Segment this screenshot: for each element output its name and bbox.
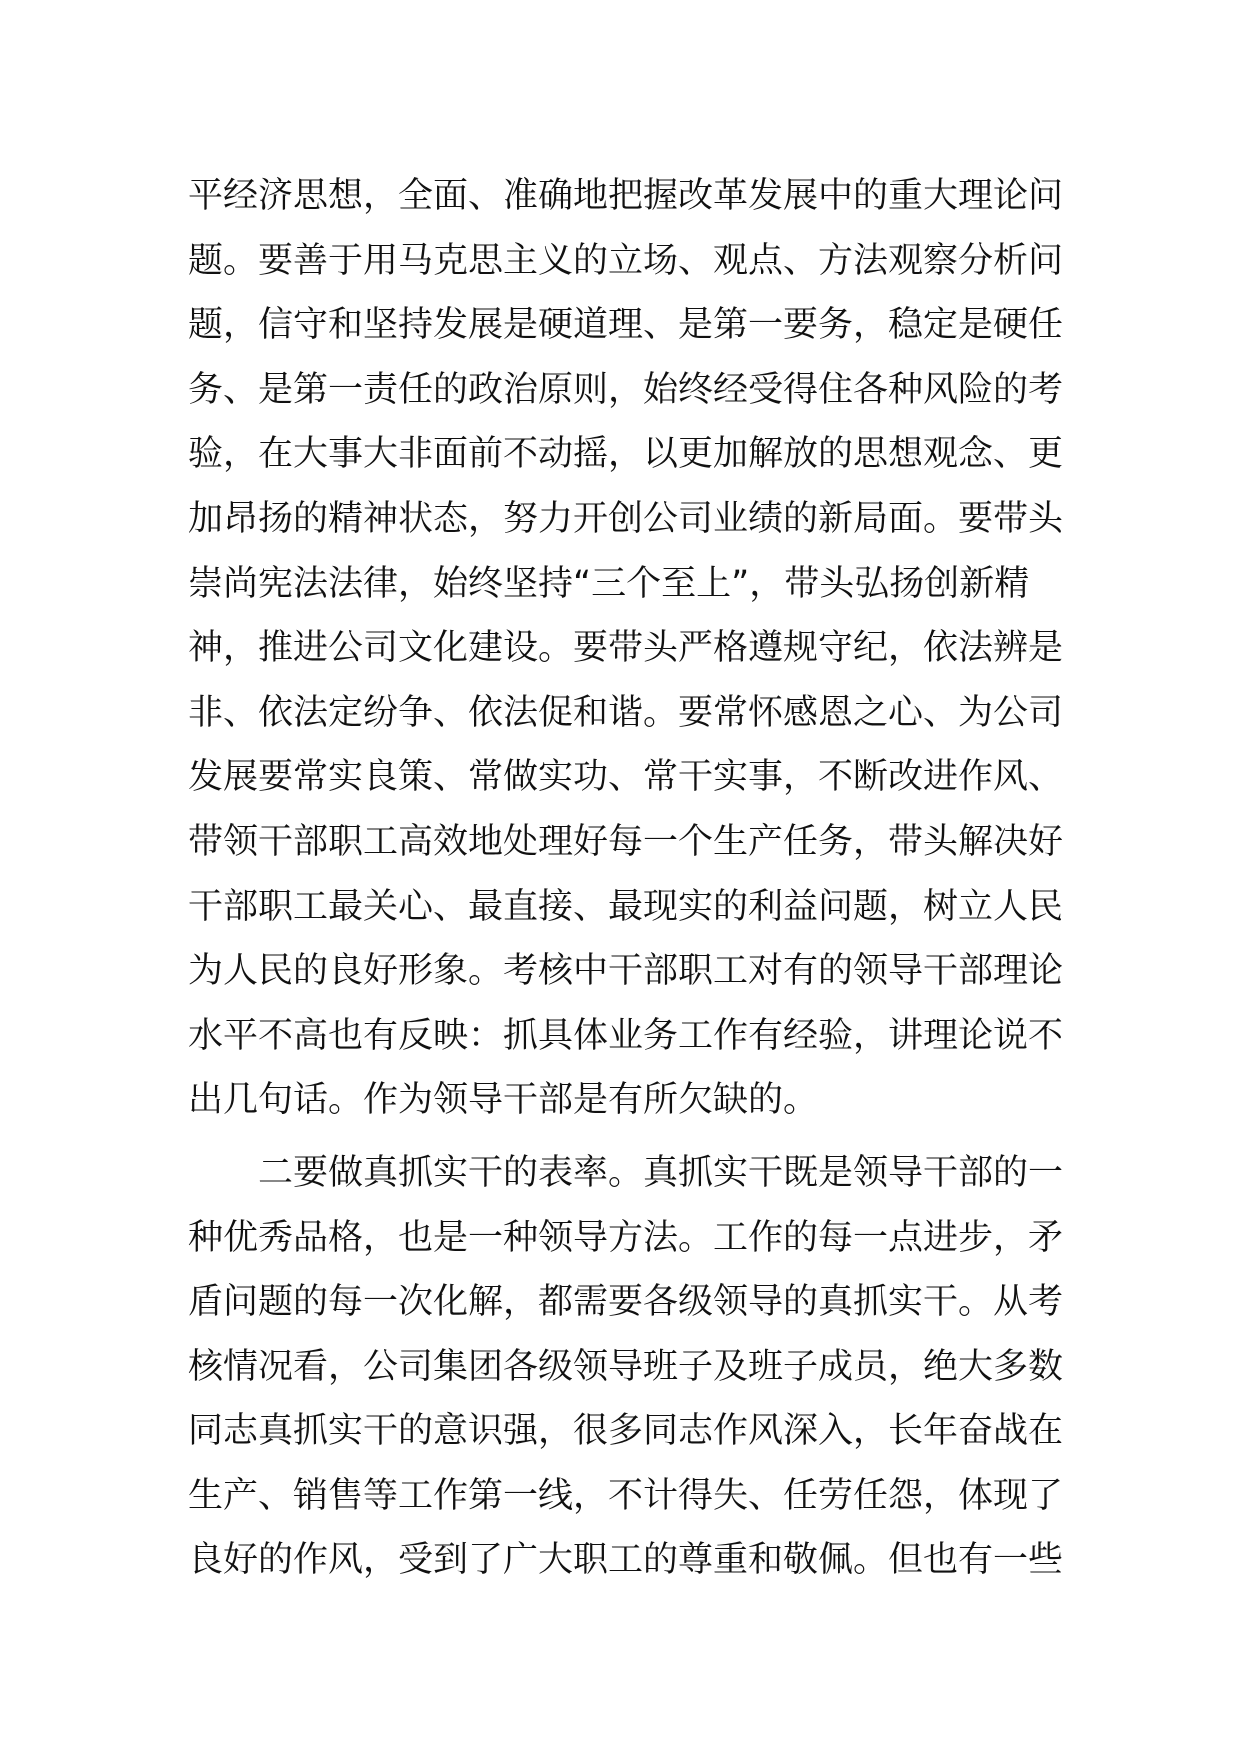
paragraph-line: 种优秀品格，也是一种领导方法。工作的每一点进步，矛	[188, 1217, 1064, 1258]
paragraph-line: 题。要善于用马克思主义的立场、观点、方法观察分析问	[188, 240, 1064, 281]
paragraph-line: 水平不高也有反映：抓具体业务工作有经验，讲理论说不	[188, 1015, 1064, 1056]
paragraph-line: 盾问题的每一次化解，都需要各级领导的真抓实干。从考	[188, 1282, 1064, 1323]
paragraph-line: 为人民的良好形象。考核中干部职工对有的领导干部理论	[188, 951, 1064, 992]
paragraph-line: 验，在大事大非面前不动摇，以更加解放的思想观念、更	[188, 434, 1064, 475]
paragraph-line: 发展要常实良策、常做实功、常干实事，不断改进作风、	[188, 757, 1064, 798]
paragraph-line: 非、依法定纷争、依法促和谐。要常怀感恩之心、为公司	[188, 692, 1064, 733]
paragraph-1	[188, 164, 1064, 1133]
paragraph-line: 干部职工最关心、最直接、最现实的利益问题，树立人民	[188, 886, 1064, 927]
paragraph-line: 崇尚宪法法律，始终坚持“三个至上”，带头弘扬创新精	[188, 563, 1030, 604]
paragraph-line: 题，信守和坚持发展是硬道理、是第一要务，稳定是硬任	[188, 305, 1064, 346]
paragraph-line: 出几句话。作为领导干部是有所欠缺的。	[188, 1080, 819, 1121]
paragraph-line: 加昂扬的精神状态，努力开创公司业绩的新局面。要带头	[188, 498, 1064, 539]
paragraph-line: 良好的作风，受到了广大职工的尊重和敬佩。但也有一些	[188, 1540, 1064, 1581]
paragraph-line: 神，推进公司文化建设。要带头严格遵规守纪，依法辨是	[188, 628, 1064, 669]
paragraph-2	[188, 1141, 1064, 1593]
paragraph-line: 带领干部职工高效地处理好每一个生产任务，带头解决好	[188, 821, 1064, 862]
paragraph-line: 平经济思想，全面、准确地把握改革发展中的重大理论问	[188, 176, 1064, 216]
document-body	[188, 164, 1064, 1593]
paragraph-line: 核情况看，公司集团各级领导班子及班子成员，绝大多数	[188, 1346, 1064, 1387]
paragraph-line: 务、是第一责任的政治原则，始终经受得住各种风险的考	[188, 369, 1064, 410]
paragraph-line: 同志真抓实干的意识强，很多同志作风深入，长年奋战在	[188, 1411, 1064, 1452]
paragraph-line: 生产、销售等工作第一线，不计得失、任劳任怨，体现了	[188, 1475, 1064, 1516]
paragraph-line: 二要做真抓实干的表率。真抓实干既是领导干部的一	[258, 1152, 1064, 1193]
